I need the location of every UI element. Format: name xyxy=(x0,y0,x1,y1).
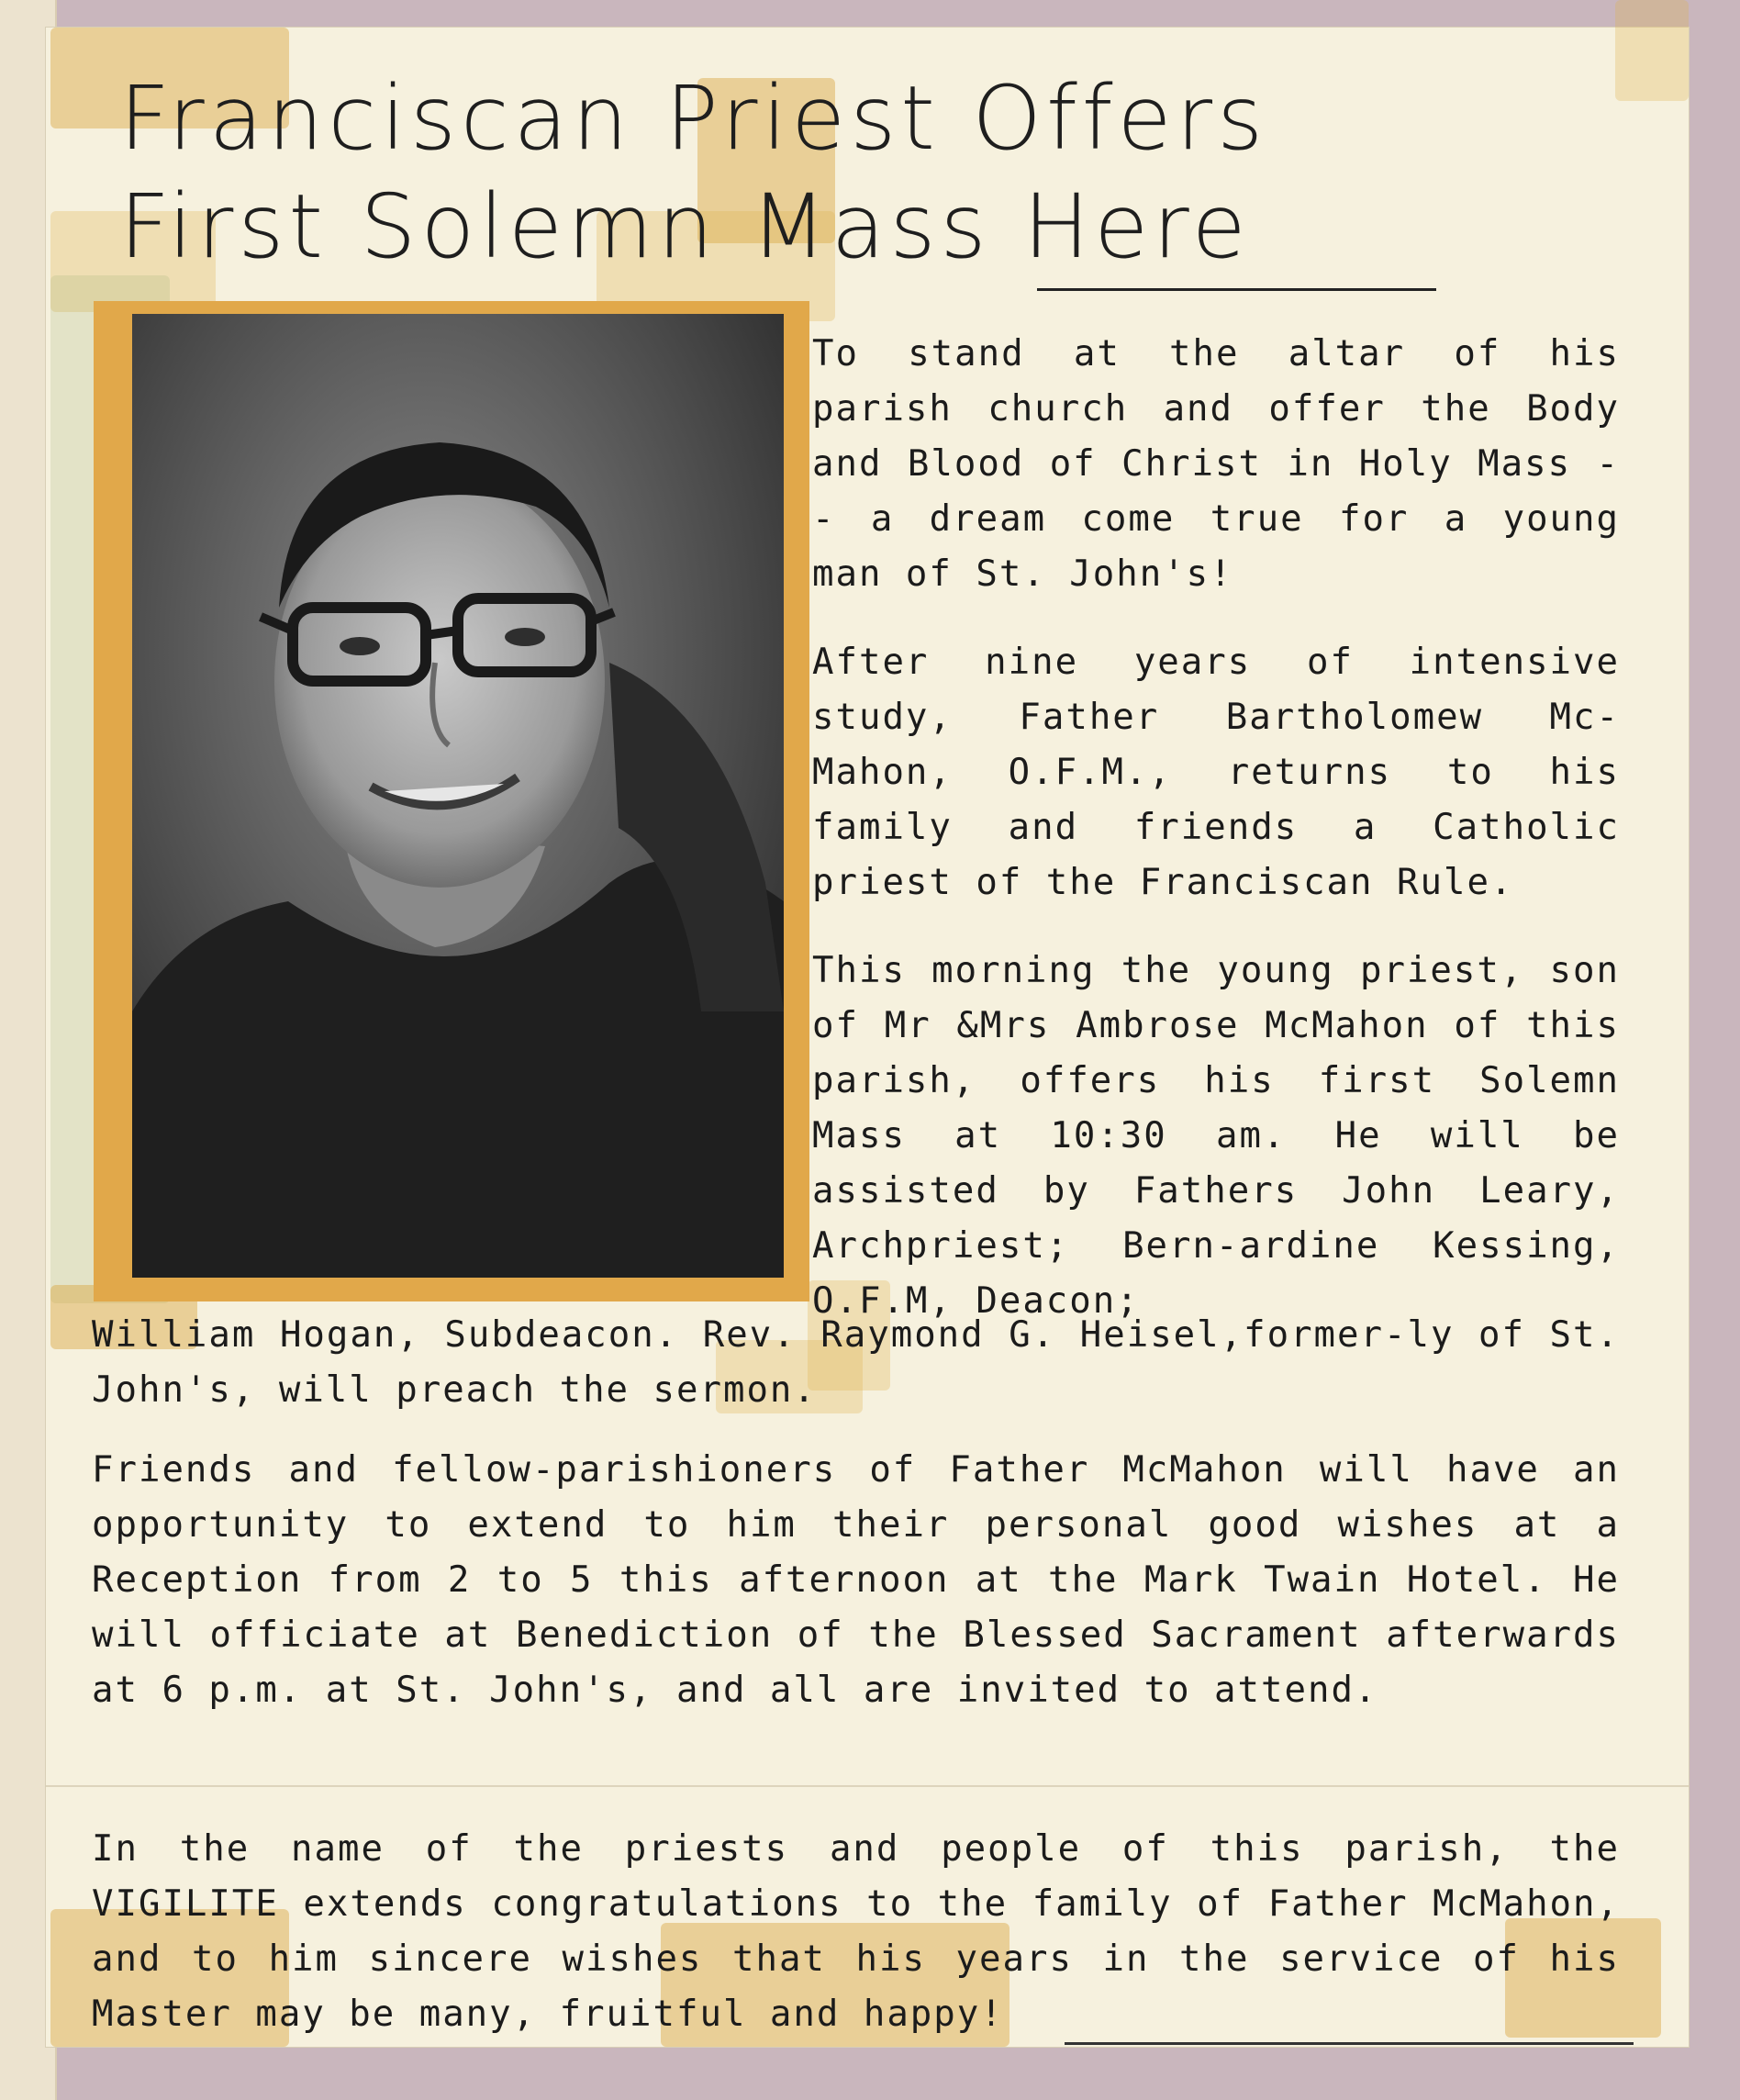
headline-line-2: First Solemn Mass Here xyxy=(119,175,1251,278)
article-paragraph-3-continued-block xyxy=(92,1308,1620,1418)
photo-mount xyxy=(94,301,809,1301)
article-paragraph-5-block xyxy=(92,1822,1620,2042)
article-paragraph-1: To stand at the altar of his parish church and offer the Body and Blood of Christ in Holy Mass -- a dream come true for a young man of St. John's! xyxy=(812,333,1620,595)
section-divider xyxy=(46,1785,1689,1787)
portrait-illustration xyxy=(132,314,784,1278)
article-paragraph-3: This morning the young priest, son of Mr &Mrs Ambrose McMahon of this parish, offers his first Solemn Mass at 10:30 am. He will be assisted by Fathers John Leary, Archpriest; Bern-ardine Kessing, O.F.M, Deacon; xyxy=(812,950,1620,1322)
headline-rule xyxy=(1037,288,1436,291)
article-paragraph-2: After nine years of intensive study, Father Bartholomew Mc-Mahon, O.F.M., returns to his family and friends a Catholic priest of the Franciscan Rule. xyxy=(812,642,1620,903)
priest-portrait-photo xyxy=(132,314,784,1278)
article-paragraph-4-block xyxy=(92,1443,1620,1718)
article-paragraph-3-continued: William Hogan, Subdeacon. Rev. Raymond G. Heisel,former-ly of St. John's, will preach the sermon. xyxy=(92,1314,1620,1411)
headline-line-1: Franciscan Priest Offers xyxy=(119,67,1268,170)
article-paragraph-4: Friends and fellow-parishioners of Father McMahon will have an opportunity to extend to him their personal good wishes at a Reception from 2 to 5 this afternoon at the Mark Twain Hotel. He will officiate at Benediction of the Blessed Sacrament afterwards at 6 p.m. at St. John's, and all are invited to attend. xyxy=(92,1449,1620,1711)
article-column-right xyxy=(812,327,1620,1362)
article-paragraph-5: In the name of the priests and people of this parish, the VIGILITE extends congratulations to the family of Father McMahon, and to him sincere wishes that his years in the service of his Master may be many, fruitful and happy! xyxy=(92,1828,1620,2035)
closing-rule xyxy=(1065,2042,1634,2045)
headline xyxy=(119,64,1496,281)
tape-stain xyxy=(1615,0,1689,101)
